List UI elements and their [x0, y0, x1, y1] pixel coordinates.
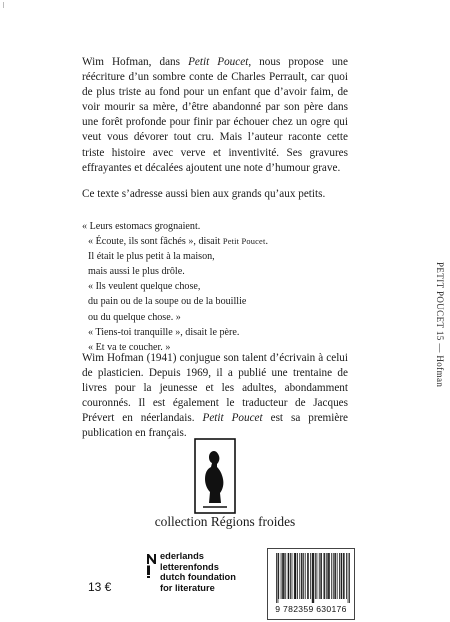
barcode-bar — [333, 553, 334, 599]
barcode-bar — [282, 553, 283, 599]
barcode-bar — [344, 553, 345, 599]
barcode-bar — [313, 553, 314, 603]
price-label: 13 € — [88, 580, 112, 594]
fund-line: for literature — [160, 583, 215, 594]
barcode-bar — [348, 553, 349, 603]
barcode-icon — [276, 553, 350, 603]
barcode-bar — [308, 553, 309, 599]
barcode-bar — [324, 553, 325, 599]
isbn-barcode — [267, 548, 355, 620]
barcode-bar — [307, 553, 308, 599]
barcode-bar — [301, 553, 302, 599]
barcode-bar — [294, 553, 295, 599]
fund-line: letterenfonds — [160, 561, 219, 572]
barcode-bar — [320, 553, 321, 599]
barcode-bar — [317, 553, 318, 599]
barcode-bar — [299, 553, 300, 599]
barcode-bar — [321, 553, 322, 599]
scan-mark — [3, 2, 4, 8]
barcode-bar — [343, 553, 344, 599]
barcode-bar — [276, 553, 277, 603]
barcode-bar — [312, 553, 313, 603]
quote-character-name: Petit Poucet — [222, 237, 266, 247]
barcode-bar — [285, 553, 286, 599]
barcode-bar — [329, 553, 330, 599]
spine-strip — [433, 262, 445, 502]
author-bio — [82, 351, 348, 442]
barcode-bar — [326, 553, 327, 599]
barcode-bar — [313, 553, 314, 603]
barcode-bar — [284, 553, 285, 599]
quote-text: . — [265, 236, 269, 248]
barcode-bar — [334, 553, 335, 599]
barcode-bar — [337, 553, 338, 599]
barcode-bar — [297, 553, 298, 599]
bio-text: est sa première publication en français. — [82, 412, 349, 440]
quote-line: « Et va te coucher. » — [88, 341, 171, 353]
quote-line: mais aussi le plus drôle. — [88, 266, 185, 278]
barcode-bar — [327, 553, 328, 599]
barcode-bar — [349, 553, 350, 603]
publisher-logo-icon — [193, 437, 237, 515]
quote-text: « Écoute, ils sont fâchés », disait — [88, 236, 223, 248]
barcode-bar — [331, 553, 332, 599]
quote-line: « Ils veulent quelque chose, — [88, 281, 201, 293]
fund-line: ederlands — [160, 551, 204, 561]
barcode-bar — [295, 553, 296, 599]
barcode-bar — [341, 553, 342, 599]
bio-text: Wim Hofman (1941) conjugue son talent d’écrivain à celui de plasticien. Depuis 1969, il a publié une trentaine de livres pour la jeunesse et les adultes, abondamment couronnés. Il est également le traducteur de Jacques Prévert en néerlandais. — [82, 352, 348, 425]
barcode-bar — [319, 553, 320, 599]
collection-name: collection Régions froides — [154, 514, 296, 529]
quote-line — [82, 234, 332, 249]
audience-line: Ce texte s’adresse aussi bien aux grands qu’aux petits. — [82, 188, 326, 200]
barcode-bar — [295, 553, 296, 599]
barcode-bar — [283, 553, 284, 599]
isbn-number: 9 782359 630176 — [275, 604, 347, 614]
spine-title: PETIT POUCET 15 — Hofman — [435, 262, 445, 388]
quote-line: « Leurs estomacs grognaient. — [82, 221, 201, 232]
book-title: Petit Poucet — [188, 56, 249, 68]
blurb-paragraph — [82, 55, 348, 176]
barcode-bar — [292, 553, 293, 599]
barcode-bar — [290, 553, 291, 599]
barcode-bar — [315, 553, 316, 599]
blurb-text: , nous propose une réécriture d’un sombre conte de Charles Perrault, car quoi de plus triste au fond pour un enfant que d’avoir faim, de voir mourir sa mère, d’être abandonné par son père dans une forêt profonde pour finir par échouer chez un ogre qui veut vous dévorer tout cru. Mais l’auteur raconte cette triste histoire avec verve et inventivité. Ses gravures effrayantes et décalées ajoutent une note d’humour grave. — [82, 56, 348, 174]
author-name: Wim Hofman — [82, 56, 149, 68]
barcode-bar — [310, 553, 311, 599]
barcode-bar — [281, 553, 282, 599]
letterenfonds-logo-text — [160, 551, 236, 594]
barcode-bar — [288, 553, 289, 599]
book-title: Petit Poucet — [202, 412, 263, 425]
barcode-bar — [302, 553, 303, 599]
fund-line: dutch foundation — [160, 572, 236, 583]
barcode-bar — [303, 553, 304, 599]
barcode-bar — [278, 553, 279, 599]
barcode-bar — [324, 553, 325, 599]
barcode-bar — [278, 553, 279, 603]
blurb-text: , dans — [148, 56, 189, 68]
barcode-bar — [341, 553, 342, 599]
quote-line: ou du quelque chose. » — [88, 311, 181, 323]
barcode-bar — [288, 553, 289, 599]
barcode-bar — [346, 553, 347, 599]
quote-line: « Tiens-toi tranquille », disait le père. — [88, 326, 240, 338]
barcode-bar — [328, 553, 329, 599]
excerpt-quote — [82, 219, 332, 355]
barcode-bar — [339, 553, 340, 599]
letterenfonds-logo-icon — [146, 552, 158, 592]
quote-line: Il était le plus petit à la maison, — [88, 251, 215, 263]
barcode-bar — [335, 553, 336, 599]
quote-line: du pain ou de la soupe ou de la bouillie — [88, 296, 247, 308]
barcode-bar — [305, 553, 306, 599]
